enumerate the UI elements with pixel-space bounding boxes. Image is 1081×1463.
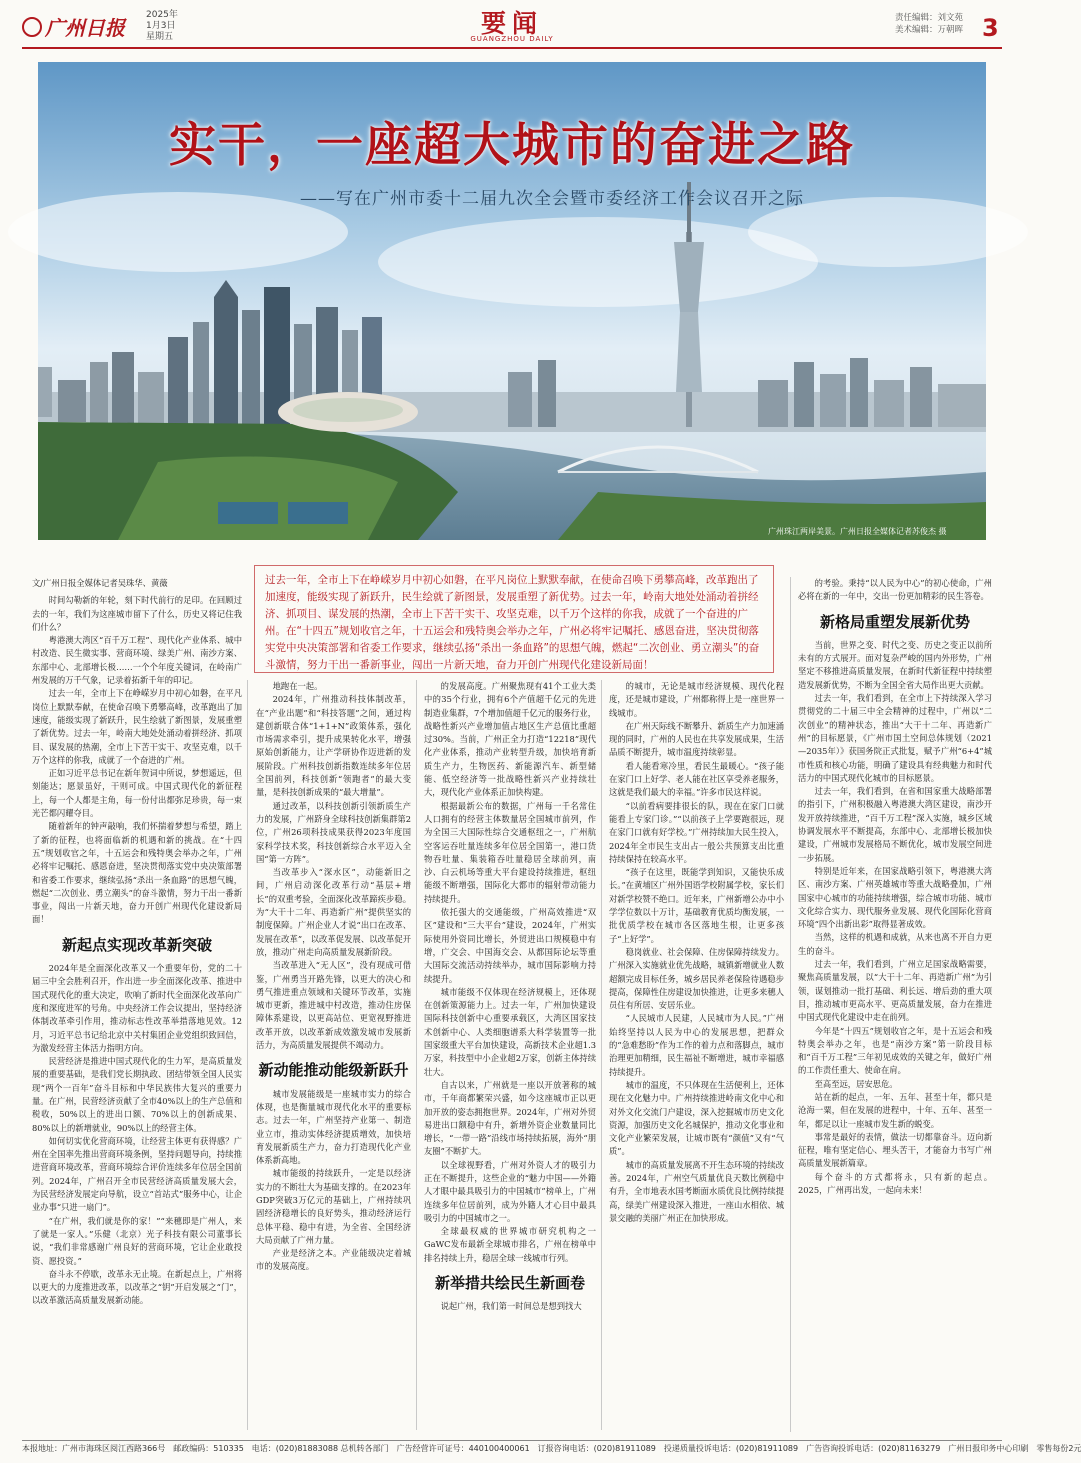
section-title: 要闻 [480,9,543,38]
paragraph: 2024年是全面深化改革又一个重要年份，党的二十届三中全会胜利召开，作出进一步全面深化改革、推进中国式现代化的重大决定，吹响了新时代全面深化改革向广度和深度进军的号角。中央经济工作会议提出，坚持经济体制改革牵引作用，推动标志性改革举措落地见效。12月，习近平总书记给北京中关村集团企业党组织致回信，为激发经营主体活力指明方向。 [32,963,242,1053]
paragraph: 正如习近平总书记在新年贺词中所说，梦想遥远，但刻能达；愿景虽好，干则可成。中国式现代化的新征程上，每一个人都是主角，每一份付出都弥足珍贵，每一束光芒都闪耀夺目。 [32,768,242,819]
section-heading: 新起点实现改革新突破 [61,935,212,954]
paragraph: 当改革进入“无人区”，没有现成可借鉴，广州勇当开路先锋，以更大的决心和勇气推进重点领域和关键环节改革，实施城市更新，推进城中村改造，推动住房保障体系建设，以更高站位、更宽视野推进改革开放，以改革新成效激发城市发展新活力，为高质量发展提供不竭动力。 [256,960,411,1051]
paragraph: 如何切实优化营商环境，让经营主体更有获得感？广州在全国率先推出营商环境条例，坚持问题导向，持续推进营商环境改革，营商环境综合评价连续多年位居全国前列。2024年，广州召开全市民营经济高质量发展大会，为民营经济发展定向导航，设立“首站式”服务中心，让企业办事“只进一扇门”。 [32,1135,242,1213]
paragraph: 产业是经济之本。产业能级决定着城市的发展高度。 [256,1248,411,1272]
paragraph: “以前看病要排很长的队，现在在家门口就能看上专家门诊。”“以前孩子上学要跑很远，现在家门口就有好学校。”广州持续加大民生投入，2024年全市民生支出占一般公共预算支出比重持续保持在较高水平。 [609,800,784,864]
paragraph: 城市能级不仅体现在经济规模上，还体现在创新策源能力上。过去一年，广州加快建设国际科技创新中心重要承载区，大湾区国家技术创新中心、人类细胞谱系大科学装置等一批国家级重大平台加快建设，高新技术企业超1.3万家，科技型中小企业超2万家，创新主体持续壮大。 [424,986,596,1077]
column-1-continued [32,1087,242,1432]
column-rule [416,680,417,1430]
paragraph: 说起广州，我们第一时间总是想到找大 [440,1301,582,1312]
paragraph: 至高至远，居安思危。 [814,1078,898,1089]
paragraph: 以全球视野看，广州对外资人才的吸引力正在不断提升，这些企业的“魅力中国——外籍人才眼中最具吸引力的中国城市”榜单上，广州连续多年位居前列，成为外籍人才心目中最具吸引力的中国城市之一。 [424,1159,596,1223]
column-rule [601,680,602,1430]
column-4 [609,680,784,1432]
paragraph: 依托强大的交通能级，广州高效推进“双区”建设和“三大平台”建设，2024年，广州实际使用外资同比增长，外贸进出口规模稳中有增，广交会、中国海交会、从都国际论坛等重大国际交流活动持续举办，城市国际影响力持续提升。 [424,907,596,984]
date-day: 1月3日 [146,21,176,31]
byline: 文/广州日报全媒体记者吴珠华、黄薇 [32,578,168,588]
paragraph: 站在新的起点，一年、五年、甚至十年，都只是沧海一粟，但在发展的进程中，十年、五年、甚至一年，都足以让一座城市发生新的蜕变。 [798,1091,992,1129]
header-rule [22,47,1002,49]
paragraph: 城市能级的持续跃升，一定是以经济实力的不断壮大为基础支撑的。在2023年GDP突破3万亿元的基础上，广州持续巩固经济稳增长的良好势头，推动经济运行总体平稳、稳中有进，为全省、全国经济大局贡献了广州力量。 [256,1168,411,1245]
footer-bar: 本报地址：广州市海珠区阅江西路366号 邮政编码：510335 电话：(020)81883088 总机转各部门 广告经营许可证号：440100400061 订报咨询电话：(020)81911089 投递质量投诉电话：(020)81911089 广告咨询投诉电话：(020)81163279 广州日报印务中心印刷 零售每份2元 [22,1440,1002,1454]
paragraph: “人民城市人民建，人民城市为人民。”广州始终坚持以人民为中心的发展思想，把群众的“急难愁盼”作为工作的着力点和落脚点，城市治理更加精细，民生福祉不断增进，城市幸福感持续提升。 [609,1013,784,1077]
paragraph: 今年是“十四五”规划收官之年，是十五运会和残特奥会举办之年，也是“南沙方案”第一阶段目标和“百千万工程”三年初见成效的关键之年，做好广州的工作责任重大、使命在肩。 [798,1025,992,1076]
paragraph: 在广州天际线不断攀升、新质生产力加速涌现的同时，广州的人民也在共享发展成果，生活品质不断提升，城市温度持续彰显。 [609,720,784,758]
headline: 实干，一座超大城市的奋进之路 [169,118,855,173]
column-2 [256,680,411,1432]
paragraph: 的发展高度。广州聚焦现有41个工业大类中的35个行业，拥有6个产值超千亿元的先进制造业集群，7个增加值超千亿元的服务行业，战略性新兴产业增加值占地区生产总值比重超过30%。当前，广州正全力打造“12218”现代化产业体系，推动产业转型升级，加快培育新质生产力，生物医药、新能源汽车、新型储能、低空经济等一批战略性新兴产业持续壮大，现代化产业体系正加快构建。 [424,681,596,798]
intro-box: 过去一年，全市上下在峥嵘岁月中初心如磐，在平凡岗位上默默奉献，在使命召唤下勇攀高峰，改革跑出了加速度，能级实现了新跃升，民生绘就了新图景，发展重塑了新优势。过去一年，岭南大地处处涌动着拼经济、抓项目、谋发展的热潮，全市上下苦干实干、攻坚克难，以千万个这样的你我，成就了一个奋进的广州。在“十四五”规划收官之年，十五运会和残特奥会举办之年，广州必将牢记嘱托、感恩奋进，坚决贯彻落实党中央决策部署和省委工作要求，继续弘扬“杀出一条血路”的思想气魄，燃起“二次创业、勇立潮头”的奋斗激情，努力干出一番新事业，闯出一片新天地，奋力开创广州现代化建设新局面！ [254,565,774,673]
paragraph: 民营经济是推进中国式现代化的生力军，是高质量发展的重要基础，是我们党长期执政、团结带领全国人民实现“两个一百年”奋斗目标和中华民族伟大复兴的重要力量。在广州，民营经济贡献了全市40%以上的生产总值和税收，50%以上的进出口额、70%以上的创新成果、80%以上的新增就业，90%以上的经营主体。 [32,1056,242,1133]
paragraph: 过去一年，我们看到，在省和国家重大战略部署的指引下，广州积极融入粤港澳大湾区建设，南沙开发开放持续推进，“百千万工程”深入实施，城乡区域协调发展水平不断提高，东部中心、北部增长极加快建设，广州城市发展格局不断优化，城市发展空间进一步拓展。 [798,786,992,863]
paragraph: 时间勾勒新的年轮，刻下时代前行的足印。在回顾过去的一年，我们为这座城市留下了什么，历史又将记住我们什么？ [32,595,242,632]
section-heading: 新举措共绘民生新画卷 [434,1274,585,1293]
art-editor-line: 美术编辑：万朝晖 [895,25,964,35]
section-heading: 新格局重塑发展新优势 [819,612,970,631]
column-1 [32,577,242,1306]
paragraph: 城市发展能级是一座城市实力的综合体现，也是衡量城市现代化水平的重要标志。过去一年，广州坚持产业第一、制造业立市，推动实体经济提质增效，加快培育发展新质生产力，奋力打造现代化产业体系新高地。 [256,1088,411,1166]
column-3 [424,680,596,1432]
column-rule [247,680,248,1430]
paragraph: 奋斗永不停歇，改革永无止境。在新起点上，广州将以更大的力度推进改革，以改革之“钥”开启发展之“门”，以改革激活高质量发展新动能。 [32,1268,242,1306]
editor-line: 责任编辑：刘文苑 [895,13,964,23]
paragraph: 稳岗就业、社会保障、住房保障持续发力。广州深入实施就业优先战略，城镇新增就业人数超额完成目标任务，城乡居民养老保险待遇稳步提高，保障性住房建设加快推进，让更多来穗人员住有所居、安居乐业。 [609,946,784,1011]
paragraph: 的城市，无论是城市经济规模、现代化程度，还是城市建设，广州都称得上是一座世界一线城市。 [609,681,784,718]
paragraph: 当然，这样的机遇和成就，从来也离不开自力更生的奋斗。 [798,932,992,956]
date-year: 2025年 [146,10,178,20]
paragraph: 当前，世界之变、时代之变、历史之变正以前所未有的方式展开。面对复杂严峻的国内外形势，广州坚定不移推进高质量发展，在新时代新征程中持续塑造发展新优势，不断为全国全省大局作出更大贡献。 [798,639,992,690]
paragraph: 每个奋斗的方式都将永，只有新的起点。2025，广州再出发，一起向未来！ [798,1171,992,1196]
paragraph: 当改革步入“深水区”，动能新旧之间，广州启动深化改革行动“基层+增长”的双重考验，全面深化改革蹄疾步稳。为“大干十二年、再造新广州”提供坚实的制度保障。广州企业人才说“出口在改革、发展在改革”，以改革促发展、以改革促开放，推动广州走向高质量发展新阶段。 [256,867,411,957]
logo-text: 广州日报 [45,16,125,40]
paragraph: “在广州，我们就是你的家！”“来穗即是广州人，来了就是一家人。”乐健（北京）光子科技有限公司董事长说，“我们非常感谢广州良好的营商环境，它让企业敢投资、愿投资。” [32,1215,242,1266]
paragraph: 通过改革，以科技创新引领新质生产力的发展，广州跻身全球科技创新集群第2位，广州26项科技成果获得2023年度国家科学技术奖，科技创新综合水平迈入全国“第一方阵”。 [256,800,411,864]
paragraph: “孩子在这里，既能学到知识，又能快乐成长。”在黄埔区广州外国语学校附属学校，家长们对新学校赞不绝口。近年来，广州新增公办中小学学位数以十万计，基础教育优质均衡发展，一批优质学校在城市各区落地生根，让更多孩子“上好学”。 [609,867,784,944]
paragraph: 特别是近年来，在国家战略引领下，粤港澳大湾区、南沙方案、广州英雄城市等重大战略叠加，广州国家中心城市的功能持续增强，综合城市功能、城市文化综合实力、现代服务业发展、现代化国际化营商环境“四个出新出彩”取得显著成效。 [798,865,992,930]
paragraph: 全球最权威的世界城市研究机构之一GaWC发布最新全球城市排名，广州在榜单中排名持续上升，稳居全球一线城市行列。 [424,1226,596,1263]
paragraph: 城市的高质量发展离不开生态环境的持续改善。2024年，广州空气质量优良天数比例稳中有升，全市地表水国考断面水质优良比例持续提高，绿美广州建设深入推进，一座山水相依、城景交融的美丽广州正在加快形成。 [609,1159,784,1223]
paragraph: 城市的温度，不只体现在生活便利上，还体现在文化魅力中。广州持续推进岭南文化中心和对外文化交流门户建设，深入挖掘城市历史文化资源，加强历史文化名城保护，推动文化事业和文化产业繁荣发展，让城市既有“颜值”又有“气质”。 [609,1079,784,1157]
subheadline: ——写在广州市委十二届九次全会暨市委经济工作会议召开之际 [300,189,804,209]
paragraph: 看人能看寒冷里，看民生最暖心。“孩子能在家门口上好学、老人能在社区享受养老服务，这就是我们最大的幸福。”许多市民这样说。 [609,760,784,798]
photo-caption: 广州珠江两岸美景。广州日报全媒体记者苏俊杰 摄 [768,527,947,536]
paragraph: 事常是最好的表情，做法一切都靠奋斗。迈向新征程，唯有坚定信心、埋头苦干，才能奋力书写广州高质量发展新篇章。 [798,1131,992,1169]
paragraph: 的考验。秉持“以人民为中心”的初心使命，广州必将在新的一年中，交出一份更加精彩的民生答卷。 [798,578,992,602]
editor-credits [895,12,963,36]
weekday: 星期五 [146,32,174,42]
column-rule [790,577,791,1432]
paragraph: 过去一年，我们看到，广州立足国家战略需要，聚焦高质量发展，以“大干十二年、再造新广州”为引领，谋划推动一批打基础、利长远、增后劲的重大项目，推动城市更高水平、更高质量发展，奋力在推进中国式现代化建设中走在前列。 [798,959,992,1023]
page-number: 3 [982,14,999,42]
paragraph: 地跑在一起。 [272,681,323,691]
column-5 [798,577,992,1432]
paragraph: 2024年，广州推动科技体制改革，在“产业出题”和“科技答题”之间，通过构建创新联合体“1+1+N”政策体系，强化市场需求牵引，提升成果转化水平，增强原始创新能力，让产学研协作迈进新的发展阶段。广州科技创新指数连续多年位居全国前列，科技创新“领跑者”的最大变量，是科技创新成果的“最大增量”。 [256,694,411,798]
section-subtitle: GUANGZHOU DAILY [470,35,554,43]
section-heading: 新动能推动能级新跃升 [258,1061,409,1080]
paragraph: 自古以来，广州就是一座以开放著称的城市，千年商都繁荣兴盛，如今这座城市正以更加开放的姿态拥抱世界。2024年，广州对外贸易进出口额稳中有升，新增外资企业数量同比增长，“一带一路”沿线市场持续拓展，海外“朋友圈”不断扩大。 [424,1079,596,1157]
paragraph: 粤港澳大湾区“百千万工程”、现代化产业体系、城中村改造、民生微实事、营商环境、绿美广州、南沙方案、东部中心、北部增长极……一个个年度关键词，在岭南广州发展的万千气象，记录着拓新千年的印记。 [32,635,242,686]
paragraph: 根据最新公布的数据，广州每一千名常住人口拥有的经营主体数量居全国城市前列，作为全国三大国际性综合交通枢纽之一，广州航空客运吞吐量连续多年位居全国第一，港口货物吞吐量、集装箱吞吐量稳居全球前列，南沙、白云机场等重大平台建设持续推进，枢纽能级不断增强，国际化大都市的辐射带动能力持续提升。 [424,800,596,904]
paragraph: 过去一年，全市上下在峥嵘岁月中初心如磐，在平凡岗位上默默奉献，在使命召唤下勇攀高峰，改革跑出了加速度，能级实现了新跃升，民生绘就了新图景，发展重塑了新优势。过去一年，岭南大地处处涌动着拼经济、抓项目、谋发展的热潮，全市上下苦干实干、攻坚克难，以千万个这样的你我，成就了一个奋进的广州。 [32,688,242,765]
masthead [0,0,1024,48]
paragraph: 随着新年的钟声敲响，我们怀揣着梦想与希望，踏上了新的征程，也将面临新的机遇和新的挑战。在“十四五”规划收官之年，十五运会和残特奥会举办之年，广州必将牢记嘱托、感恩奋进，坚决贯彻落实党中央决策部署和省委工作要求，继续弘扬“杀出一条血路”的思想气魄，燃起“二次创业、勇立潮头”的奋斗激情，努力干出一番新事业，闯出一片新天地，奋力开创广州现代化建设新局面！ [32,821,242,925]
paragraph: 过去一年，我们看到，在全市上下持续深入学习贯彻党的二十届三中全会精神的过程中，广州以“二次创业”的精神状态，推出“大干十二年、再造新广州”的目标愿景，《广州市国土空间总体规划（2021—2035年）》获国务院正式批复，赋予广州“6+4”城市性质和核心功能，明确了建设具有经典魅力和时代活力的中国式现代化城市的目标愿景。 [798,693,992,783]
